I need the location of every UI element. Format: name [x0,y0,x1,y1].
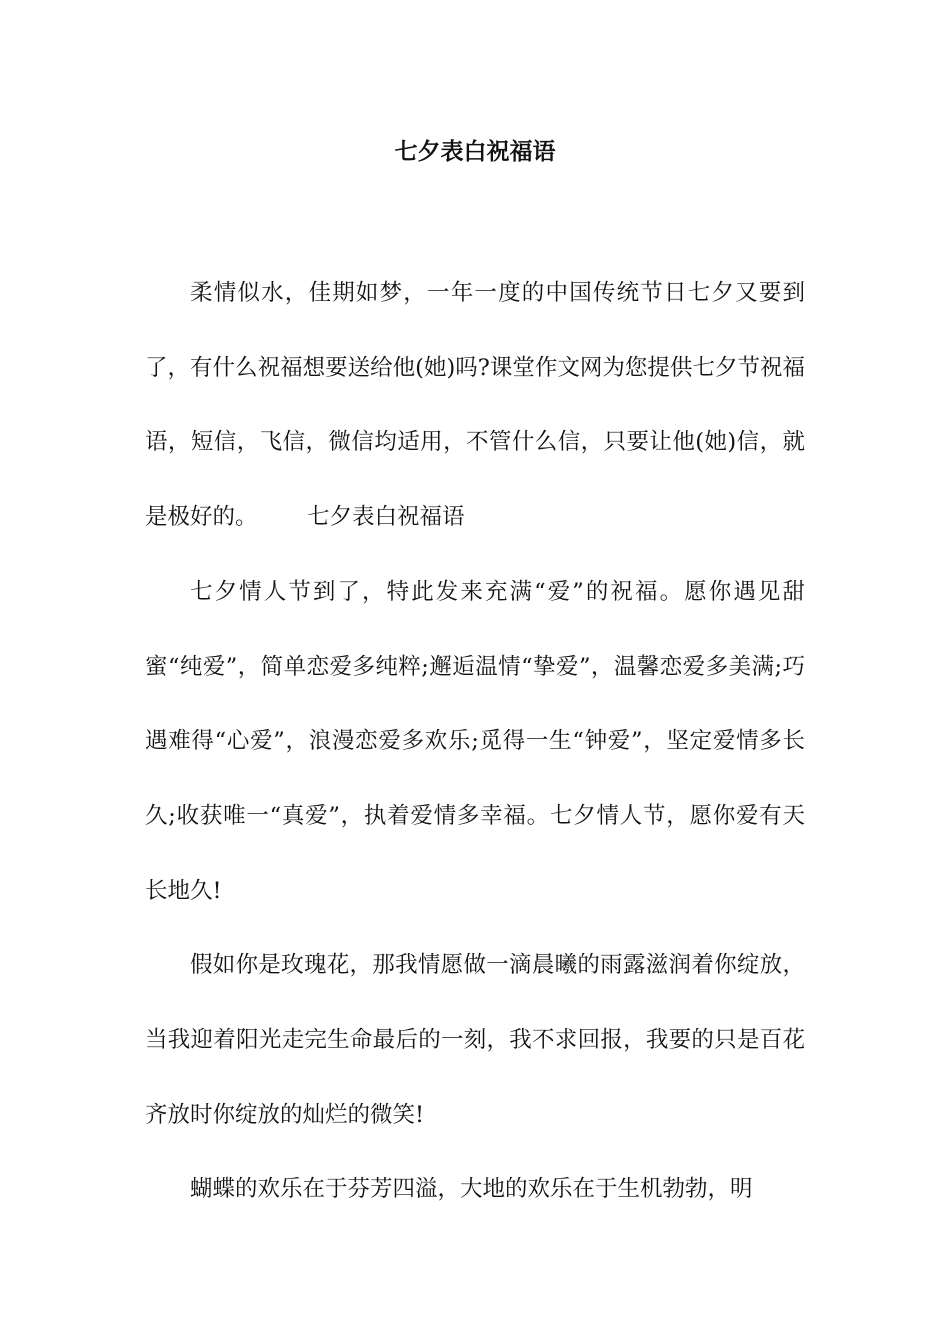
paragraph-butterfly: 蝴蝶的欢乐在于芬芳四溢，大地的欢乐在于生机勃勃，明 [190,1176,753,1203]
document-title: 七夕表白祝福语 [394,138,556,165]
paragraph-intro [145,256,805,555]
document-body [145,256,805,1227]
paragraph-love-wishes: 七夕情人节到了，特此发来充满“爱”的祝福。愿你遇见甜蜜“纯爱”，简单恋爱多纯粹;邂逅温情“挚爱”，温馨恋爱多美满;巧遇难得“心爱”，浪漫恋爱多欢乐;觅得一生“钟爱”，坚定爱情多长久;收获唯一“真爱”，执着爱情多幸福。七夕情人节，愿你爱有天长地久! [145,578,805,904]
paragraph-intro-text: 柔情似水，佳期如梦，一年一度的中国传统节日七夕又要到了，有什么祝福想要送给他(她)吗?课堂作文网为您提供七夕节祝福语，短信，飞信，微信均适用，不管什么信，只要让他(她)信，就是极好的。 [145,280,805,531]
inline-heading: 七夕表白祝福语 [307,504,465,531]
paragraph-rose: 假如你是玫瑰花，那我情愿做一滴晨曦的雨露滋润着你绽放，当我迎着阳光走完生命最后的一刻，我不求回报，我要的只是百花齐放时你绽放的灿烂的微笑! [145,952,805,1128]
